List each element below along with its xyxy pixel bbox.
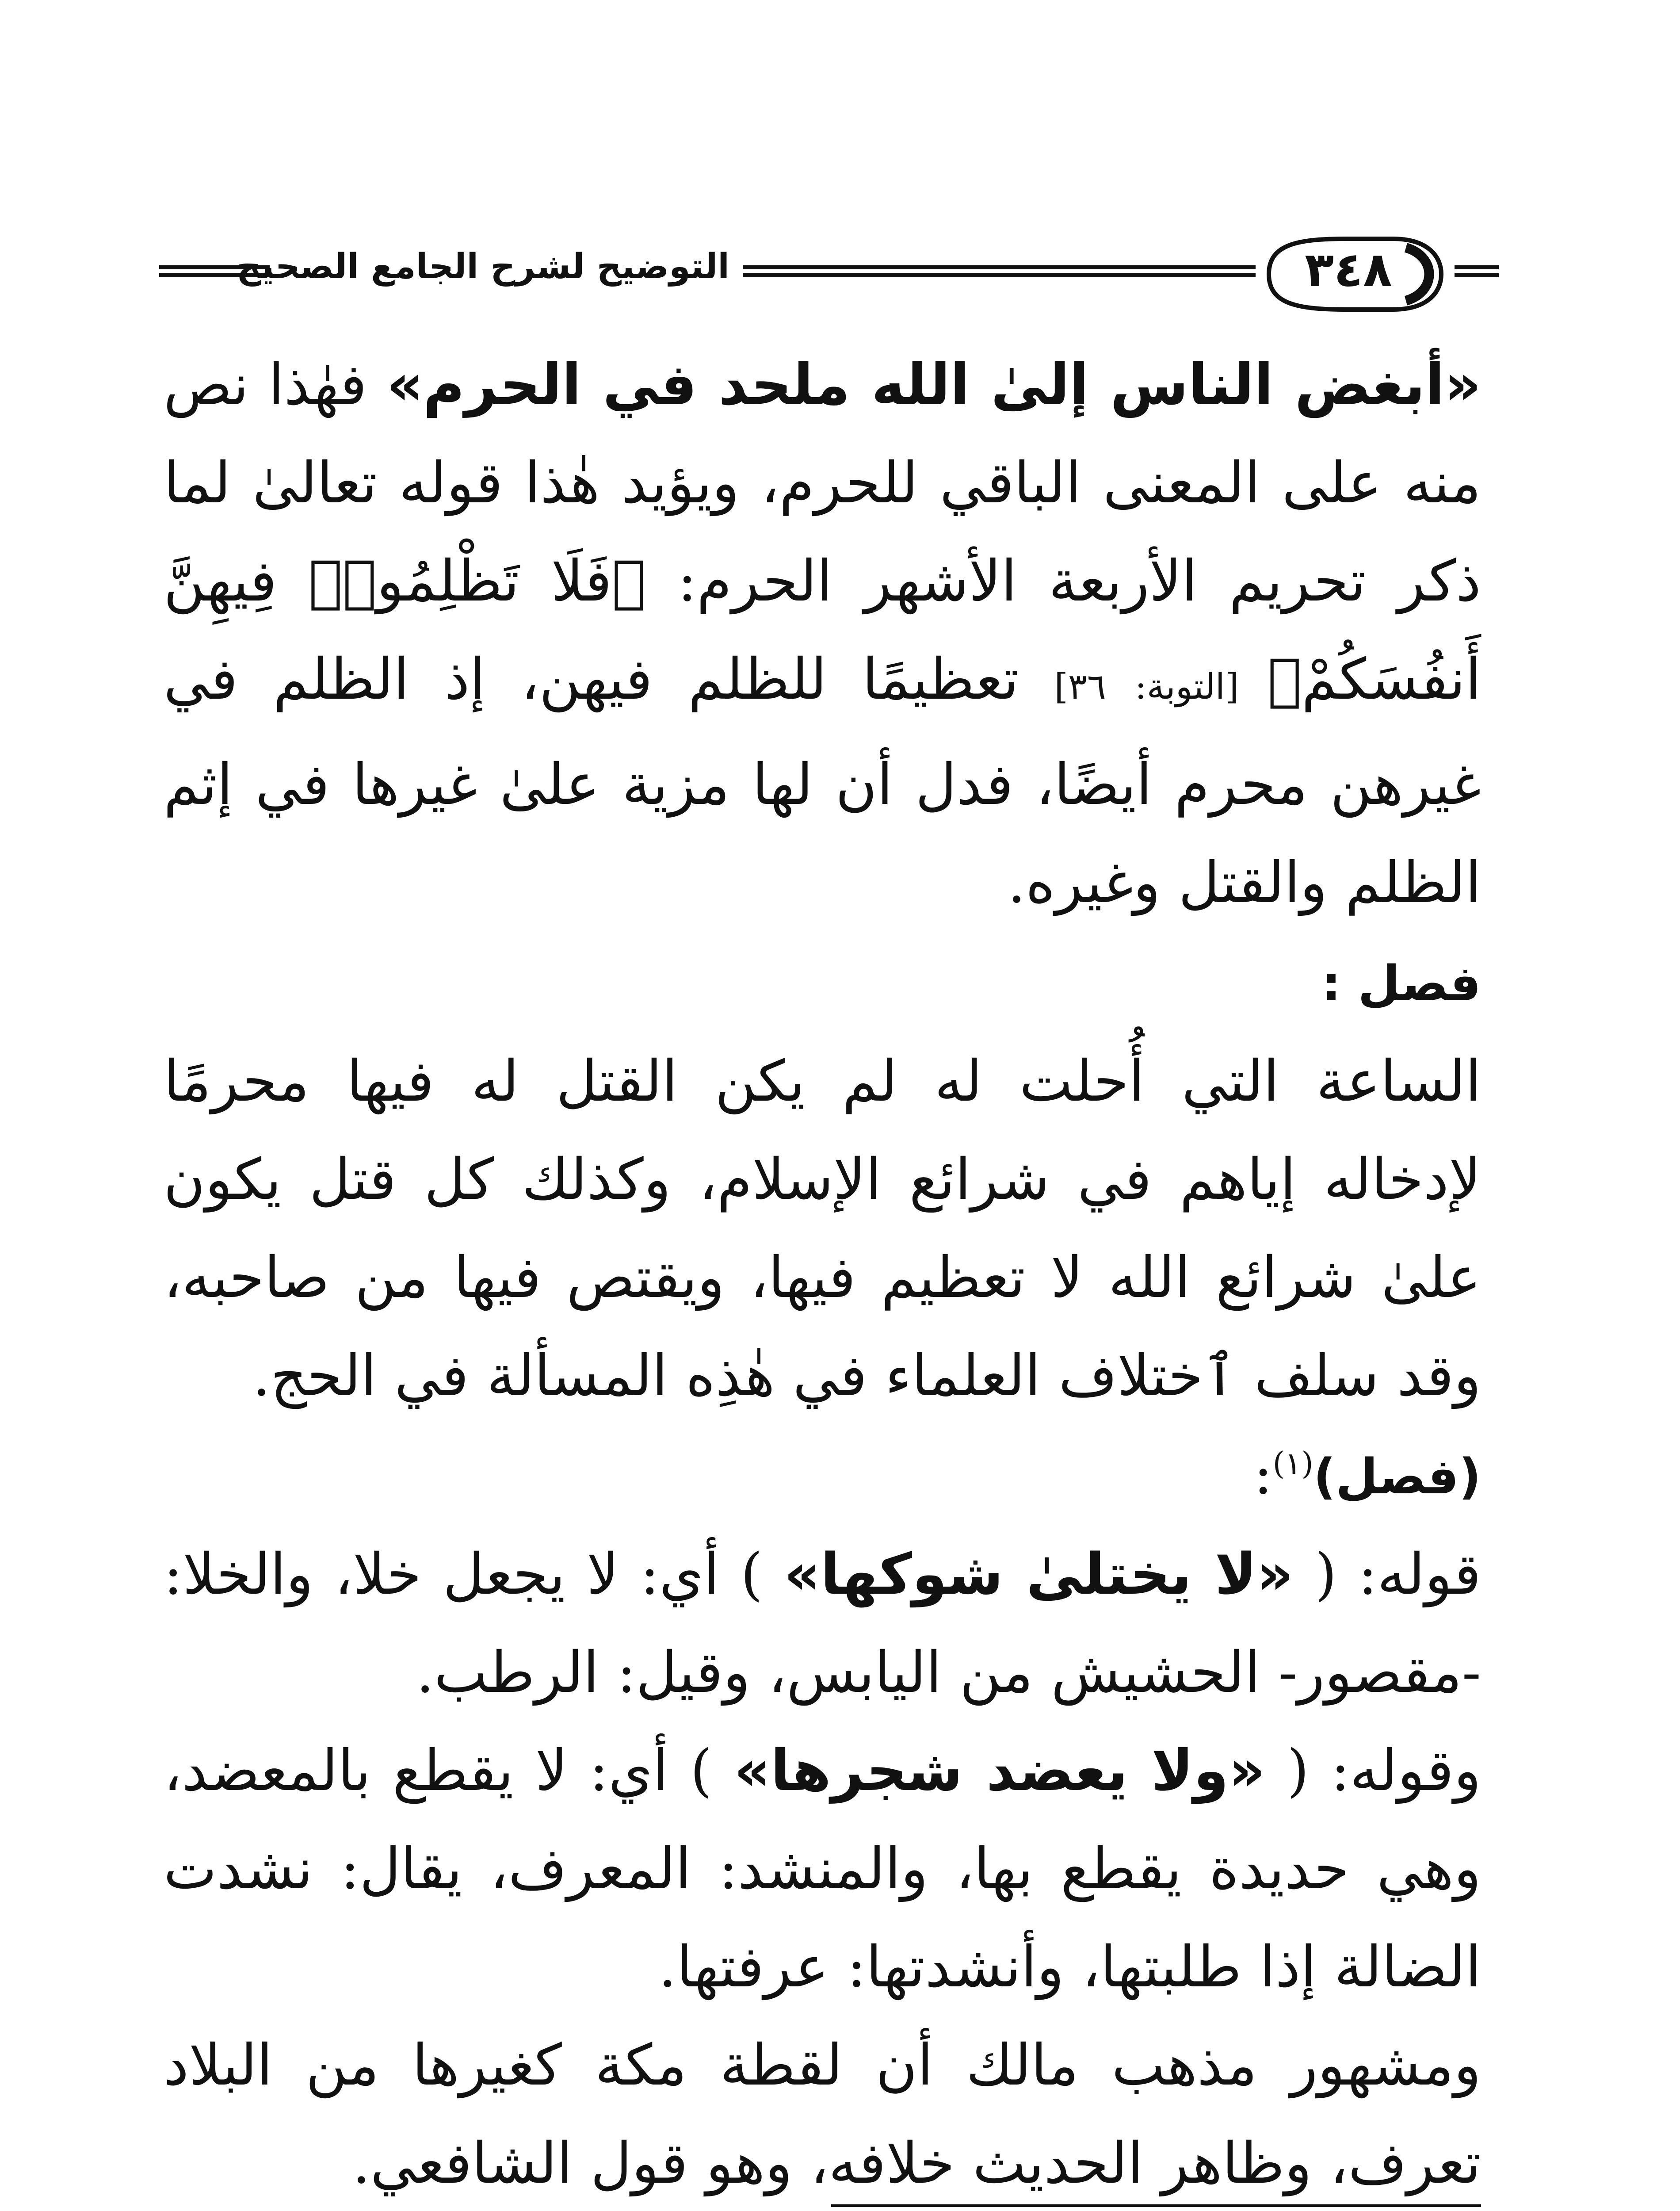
page-header xyxy=(159,230,1499,323)
hadith-phrase-2: «ولا يعضد شجرها» xyxy=(734,1738,1265,1804)
section-heading-2 xyxy=(164,1425,1481,1526)
header-rule-middle xyxy=(743,265,1256,277)
paragraph-1-tail: تعظيمًا للظلم فيهن، إذ الظلم في غيرهن محرم أيضًا، فدل أن لها مزية علىٰ غيرها في إثم الظلم والقتل وغيره. xyxy=(164,646,1481,916)
paragraph-2: الساعة التي أُحلت له لم يكن القتل له فيها محرمًا لإدخاله إياهم في شرائع الإسلام، وكذلك كل قتل يكون علىٰ شرائع الله لا تعظيم فيها، ويقتص فيها من صاحبه، وقد سلف ٱختلاف العلماء في هٰذِه المسألة في الحج. xyxy=(164,1048,1481,1409)
section-heading-1 xyxy=(164,932,1481,1033)
hadith-quote: «أبغض الناس إلىٰ الله ملحد في الحرم» xyxy=(386,352,1481,418)
section-heading-2-text: (فصل) xyxy=(1313,1448,1481,1505)
page-number: ٣٤٨ xyxy=(1305,242,1392,298)
paragraph-5: ومشهور مذهب مالك أن لقطة مكة كغيرها من البلاد تعرف، وظاهر الحديث خلافه، وهو قول الشافعي. xyxy=(164,2032,1481,2196)
running-title: التوضيح لشرح الجامع الصحيح xyxy=(236,247,729,287)
paragraph-3 xyxy=(164,1526,1481,1722)
hadith-phrase-1: «لا يختلىٰ شوكها» xyxy=(784,1542,1294,1607)
paragraph-1 xyxy=(164,336,1481,932)
quran-verse: ﴿فَلَا تَظْلِمُوا۟ فِيهِنَّ أَنفُسَكُمْ﴾ xyxy=(164,548,1481,712)
main-text xyxy=(164,336,1481,2211)
footnote-separator xyxy=(831,2204,1481,2207)
paragraph-3-lead: قوله: ( xyxy=(1293,1542,1481,1607)
paragraph-4-lead: وقوله: ( xyxy=(1265,1738,1481,1804)
paragraph-4-text: ) أي: لا يقطع بالمعضد، وهي حديدة يقطع بها، والمنشد: المعرف، يقال: نشدت الضالة إذا طلبتها، وأنشدتها: عرفتها. xyxy=(164,1738,1481,2000)
section-heading-1-text: فصل : xyxy=(1321,955,1481,1012)
quran-reference: [التوبة: ٣٦] xyxy=(1054,666,1268,707)
footnote-marker-1: (١) xyxy=(1272,1445,1313,1482)
page-number-badge xyxy=(1260,230,1450,318)
section-heading-2-colon: : xyxy=(1253,1441,1273,1507)
paragraph-4 xyxy=(164,1722,1481,2016)
paragraph-3-text: ) أي: لا يجعل خلا، والخلا: -مقصور- الحشيش من اليابس، وقيل: الرطب. xyxy=(164,1542,1481,1706)
header-rule-right xyxy=(1455,265,1499,277)
paragraph-1-text: فهٰذا نص منه على المعنى الباقي للحرم، ويؤيد هٰذا قوله تعالىٰ لما ذكر تحريم الأربعة الأشهر الحرم: xyxy=(164,352,1481,614)
